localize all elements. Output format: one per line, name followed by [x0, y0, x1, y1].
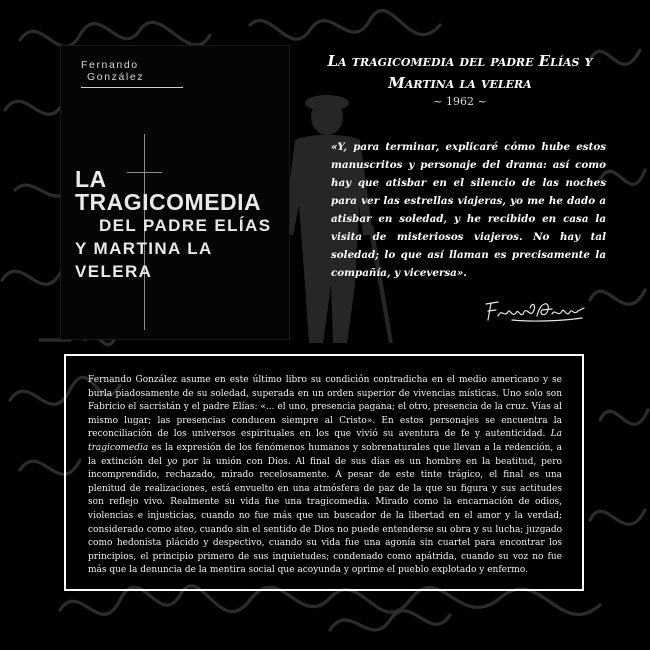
book-cover-image	[60, 45, 290, 340]
description-part3: por la unión con Dios. Al final de sus días es un hombre en la beatitud, pero incomprendido, rechazado, mirado recelosamente. A pesar de este tinte trágico, el final es una plenitud de realizaciones, está envuelto en una atmósfera de paz de la que su figura y sus actitudes son reflejo vivo. Realmente su vida fue una tragicomedia. Mirado como la encarnación de odios, violencias e injusticias, cuando no fue más que un buscador de la libertad en el amor y la verdad; considerado como ateo, cuando sin el sentido de Dios no puede entenderse su obra y su lucha; juzgado como hedonista plácido y despectivo, cuando su vida fue una agonía sin cuartel para encontrar los principios, el principio primero de sus inquietudes; condenado como apátrida, cuando su voz no fue más que la denuncia de la mentira social que acoyunda y oprime el pueblo explotado y enfermo.	[88, 456, 562, 576]
book-author	[81, 59, 191, 83]
book-title-line2: DEL PADRE ELÍAS	[99, 216, 272, 235]
book-author-line2: González	[87, 71, 145, 83]
book-cover-title	[73, 168, 283, 283]
author-quote: «Y, para terminar, explicaré cómo hube estos manuscritos y personaje del drama: así como hay que atisbar en el silencio de las noches para ver las estrellas viajeras, yo me he dado a atisbar en soledad, y he recibido en casa la visita de misteriosos viajeros. No hay tal soledad; lo que así llaman es precisamente la compañía, y viceversa».	[331, 141, 606, 279]
description-italic-title: La tragicomedia	[88, 429, 562, 453]
signature-icon	[482, 296, 588, 324]
author-underline	[81, 87, 183, 88]
description-part1: Fernando González asume en este último libro su condición contradicha en el medio americano y se burla piadosamente de su soledad, superada en un orden superior de vivencias místicas. Uno solo son Fabricio el sacristán y el padre Elías: «... el uno, presencia pagana; el otro, presencia de la cruz. Vías al mismo lugar; las presencias conducen siempre al Cristo». En estos personajes se encuentra la reconciliación de los universos espirituales en los que vivió su aventura de fe y autenticidad.	[88, 375, 562, 440]
publication-year: ~ 1962 ~	[433, 95, 487, 108]
heading-block	[310, 50, 610, 108]
description-text	[88, 374, 562, 578]
book-title-line1: LA TRAGICOMEDIA	[75, 166, 262, 215]
page-title: La tragicomedia del padre Elías y Martina la velera	[327, 52, 593, 92]
book-author-line1: Fernando	[81, 59, 139, 71]
book-title-line3: Y MARTINA LA VELERA	[75, 239, 213, 281]
description-part2: es la expresión de los fenómenos humanos y sobrenaturales que llevan a la redención, a la extinción del	[88, 442, 562, 467]
description-italic-word: yo	[166, 456, 178, 467]
